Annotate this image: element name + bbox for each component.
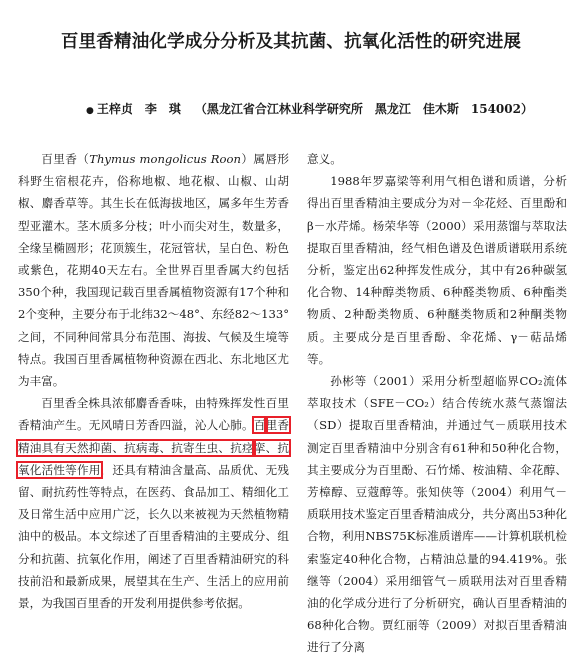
highlighted-text-3: 挛、抗氧化活性等作用 (18, 440, 289, 477)
latin-species-name: Thymus mongolicus Roon (89, 152, 241, 166)
left-column (18, 148, 289, 614)
intro-text-b: ）属唇形科野生宿根花卉，俗称地椒、地花椒、山椒、山胡椒、麝香草等。其生长在低海拔地区，属多年生芳香型亚灌木。茎木质多分枝；叶小而尖对生，数量多，全缘呈椭圆形；花顶簇生，花冠管状，呈白色、粉色或紫色，花期40天左右。全世界百里香属大约包括350个种，我国现记载百里香属植物资源有17个种和2个变种，主要分布于北纬32～48°、东经82～133°之间，不同种间常具分布范围、海拔、气候及生境等特点。我国百里香属植物种资源在西北、东北地区尤为丰富。 (18, 152, 289, 389)
article-title: 百里香精油化学成分分析及其抗菌、抗氧化活性的研究进展 (60, 32, 522, 52)
author-names: 王梓贞 李 琪 (96, 102, 181, 116)
continued-paragraph: 意义。 (307, 152, 342, 166)
intro-text-a: 百里香（ (41, 152, 90, 166)
overview-text-b: ，还具有精油含量高、品质优、无残留、耐抗药性等特点，在医药、食品加工、精细化工及日常生活中应用广泛，长久以来被视为天然植物精油中的极品。本文综述了百里香精油的主要成分、组分和抗菌、抗氧化作用，阐述了百里香精油研究的科技前沿和最新成果，展望其在生产、生活上的应用前景，为我国百里香的开发利用提供参考依据。 (18, 462, 289, 611)
author-affiliation: （黑龙江省合江林业科学研究所 黑龙江 佳木斯 154002） (194, 102, 533, 116)
gcms-paragraph-1: 1988年罗嘉梁等利用气相色谱和质谱，分析得出百里香精油主要成分为对－伞花烃、百里酚和β－水芹烯。杨荣华等（2000）采用蒸馏与萃取法提取百里香精油，经气相色谱及色谱质谱联用系统分析，鉴定出62种挥发性成分，其中有26种碳氢化合物、14种醇类物质、6种醛类物质、6种酯类物质、2种酚类物质、6种醚类物质和2种酮类物质。主要成分是百里香酚、伞花烯、γ－萜品烯等。 (307, 174, 567, 366)
overview-paragraph (18, 392, 289, 614)
overview-text-a: 百里香全株具浓郁麝香香味，由特殊挥发性百里香精油产生。无风晴日芳香四溢，沁人心肺。 (18, 396, 289, 433)
highlighted-text-2: 里香精油具有天然抑菌、抗病毒、抗寄生虫、抗痉 (18, 418, 289, 455)
intro-paragraph (18, 148, 289, 392)
gcms-paragraph-2: 孙彬等（2001）采用分析型超临界CO₂流体萃取技术（SFE－CO₂）结合传统水蒸气蒸馏法（SD）提取百里香精油，并通过气－质联用技术测定百里香精油中分别含有61种和50种化合物，其主要成分为百里酚、石竹烯、桉油精、伞花醇、芳樟醇、豆蔻醇等。张知侠等（2004）利用气－质联用技术鉴定百里香精油成分，共分离出53种化合物，利用NBS75K标准质谱库——计算机联机检索鉴定40种化合物，占精油总量的94.419%。张继等（2004）采用细管气－质联用法对百里香精油的化学成分进行了分析研究，确认百里香精油的68种化合物。贾红丽等（2009）对拟百里香精油进行了分离 (307, 374, 567, 655)
author-line (86, 100, 533, 117)
right-column (307, 148, 567, 659)
highlighted-text-1: 百 (253, 418, 266, 433)
bullet-icon: ● (86, 106, 94, 116)
